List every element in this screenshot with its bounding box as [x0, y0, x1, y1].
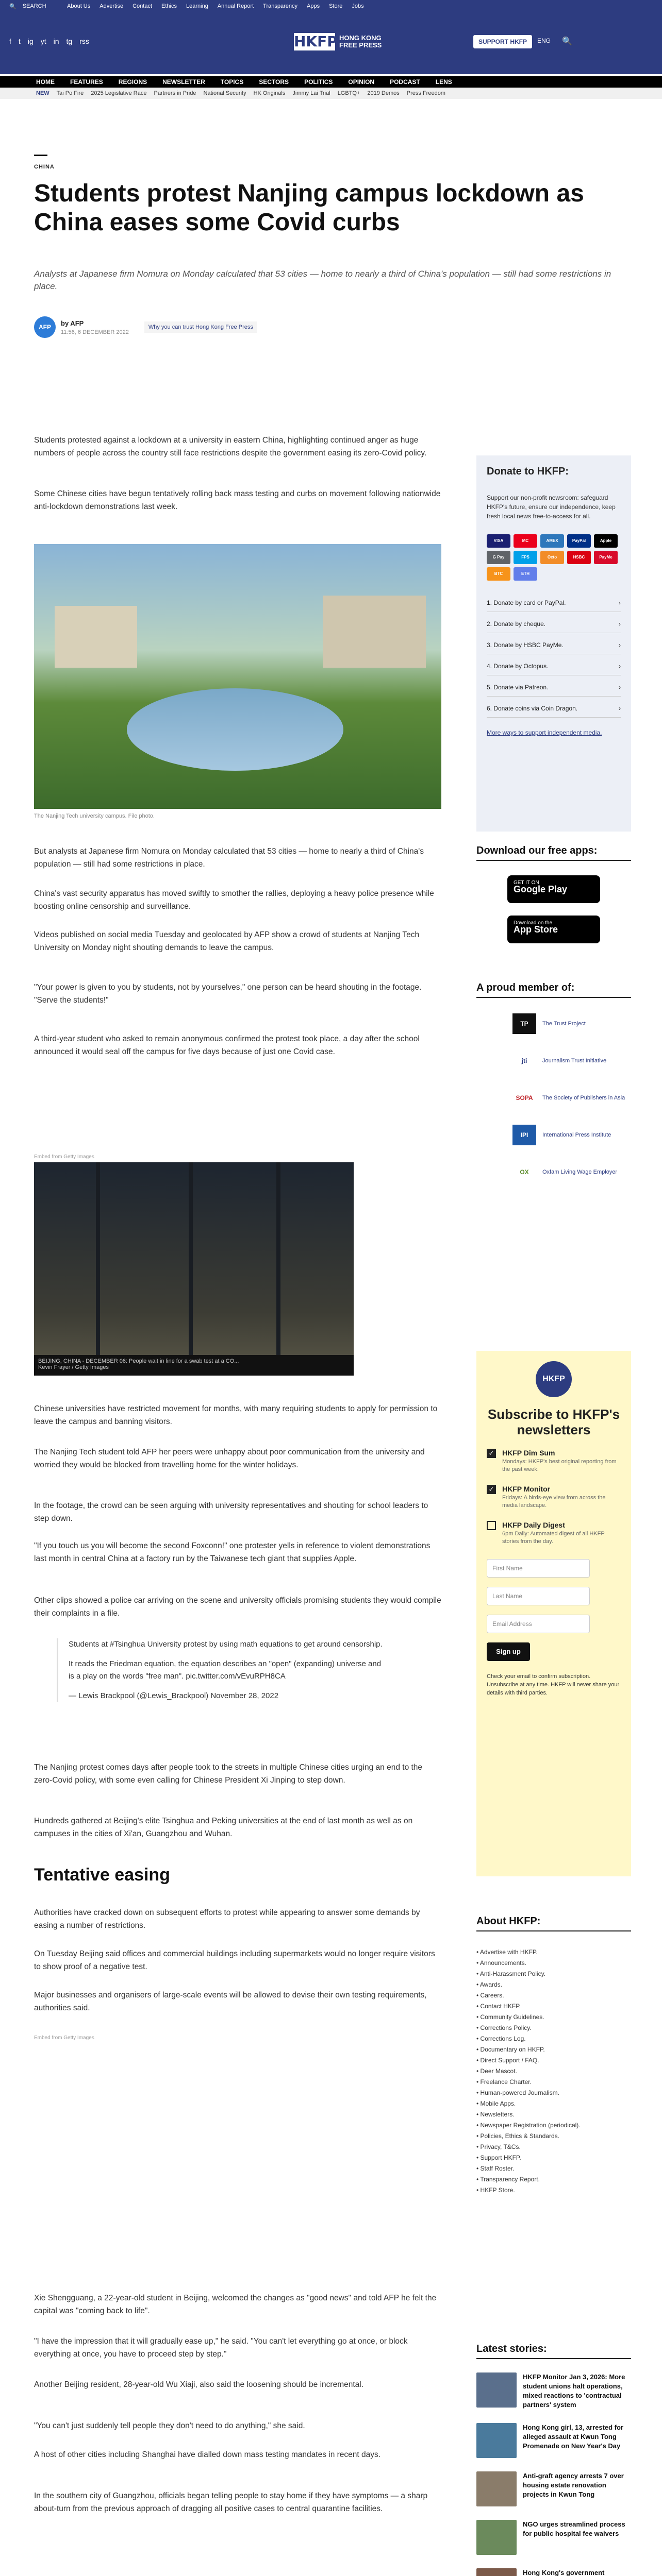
- about-link[interactable]: • Staff Roster.: [476, 2163, 631, 2174]
- sidebar-memberships: [476, 982, 631, 1199]
- donate-option-label: 3. Donate by HSBC PayMe.: [487, 641, 564, 649]
- paragraph: "You can't just suddenly tell people they don't need to do anything," she said.: [34, 2421, 305, 2430]
- about-link[interactable]: • Newsletters.: [476, 2109, 631, 2120]
- story-title[interactable]: NGO urges streamlined process for public hospital fee waivers: [523, 2520, 625, 2537]
- top-bar: [0, 0, 662, 12]
- topbar-link[interactable]: Learning: [186, 3, 208, 9]
- ethereum-logo: ETH: [514, 567, 537, 581]
- newsletter-name: HKFP Dim Sum: [502, 1449, 555, 1457]
- octopus-logo: Octo: [540, 551, 564, 564]
- member-name: Oxfam Living Wage Employer: [542, 1169, 618, 1175]
- topbar-link[interactable]: Apps: [307, 3, 320, 9]
- about-link[interactable]: • Documentary on HKFP.: [476, 2044, 631, 2055]
- about-link[interactable]: • Freelance Charter.: [476, 2077, 631, 2088]
- about-link[interactable]: • Privacy, T&Cs.: [476, 2142, 631, 2153]
- paragraph: "If you touch us you will become the second Foxconn!" one protester yells in reference to violent demonstrations last month in central China at a factory run by the Taiwanese tech giant that supplies Apple.: [34, 1541, 431, 1563]
- google-play-button[interactable]: [507, 875, 600, 903]
- donate-intro[interactable]: Support our non-profit newsroom: safeguard HKFP's future, ensure our independence, keep fresh local news free-to-access for all.: [487, 494, 616, 520]
- about-link[interactable]: • Direct Support / FAQ.: [476, 2055, 631, 2066]
- about-link[interactable]: • Contact HKFP.: [476, 2001, 631, 2012]
- tweet-text: Students at #Tsinghua University protest by using math equations to get around censorship.: [69, 1640, 383, 1649]
- donate-option[interactable]: [487, 654, 621, 675]
- subnav-item[interactable]: Press Freedom: [406, 90, 445, 96]
- topbar-link[interactable]: Jobs: [352, 3, 364, 9]
- byline: [34, 316, 257, 338]
- article-dek: Analysts at Japanese firm Nomura on Monday calculated that 53 cities — home to nearly a third of China's population — still had some restrictions in place.: [34, 269, 611, 291]
- telegram-icon[interactable]: tg: [66, 37, 73, 45]
- paragraph: A third-year student who asked to remain anonymous confirmed the protest took place, a day after the school announced it would seal off the campus for five days because of just one Covid case.: [34, 1035, 420, 1056]
- newsletter-option[interactable]: [487, 1449, 621, 1473]
- story-title[interactable]: Hong Kong girl, 13, arrested for alleged assault at Kwun Tong Promenade on New Year's Day: [523, 2424, 624, 2450]
- topbar-links: [67, 3, 364, 9]
- subnav-item[interactable]: National Security: [203, 90, 246, 96]
- visa-logo: VISA: [487, 534, 510, 548]
- jti-logo[interactable]: jti Journalism Trust Initiative: [521, 1057, 607, 1064]
- logo-mark: HKFP: [294, 33, 338, 50]
- paragraph: On Tuesday Beijing said offices and commercial buildings including supermarkets would no longer require visitors to show proof of a negative test.: [34, 1950, 435, 1971]
- about-title: About HKFP:: [476, 1916, 631, 1931]
- email-input[interactable]: Email Address: [487, 1615, 590, 1633]
- donate-option-label: 4. Donate by Octopus.: [487, 663, 549, 670]
- subnav-item[interactable]: LGBTQ+: [337, 90, 360, 96]
- paragraph: A host of other cities including Shanghai have dialled down mass testing mandates in recent days.: [34, 2450, 381, 2459]
- getty-caption-bar: [34, 1355, 354, 1376]
- paragraph: Videos published on social media Tuesday and geolocated by AFP show a crowd of students at Nanjing Tech University on Monday night shouting demands to leave the campus.: [34, 930, 420, 952]
- paragraph: "I have the impression that it will gradually ease up," he said. "You can't let everything go at once, or block everything at once, you have to proceed step by step.": [34, 2337, 408, 2359]
- topbar-link[interactable]: Store: [329, 3, 343, 9]
- social-links: [9, 37, 89, 45]
- about-link[interactable]: • Careers.: [476, 1990, 631, 2001]
- sidebar-donate: [476, 455, 631, 832]
- app-store-label: App Store: [514, 924, 558, 935]
- paragraph: But analysts at Japanese firm Nomura on Monday calculated that 53 cities — home to nearly a third of China's population — still had some restrictions in place.: [34, 847, 424, 869]
- site-logo[interactable]: [294, 33, 382, 50]
- logo-wordmark: [339, 35, 382, 49]
- app-store-small: Download on the: [514, 920, 553, 926]
- article-title: Students protest Nanjing campus lockdown as China eases some Covid curbs: [34, 180, 584, 236]
- newsletter-options: [487, 1449, 621, 1546]
- about-link[interactable]: • Policies, Ethics & Standards.: [476, 2131, 631, 2142]
- google-pay-logo: G Pay: [487, 551, 510, 564]
- story-title[interactable]: Anti-graft agency arrests 7 over housing estate renovation projects in Kwun Tong: [523, 2472, 624, 2498]
- topbar-search-label[interactable]: SEARCH: [22, 3, 46, 9]
- paragraph: Some Chinese cities have begun tentatively rolling back mass testing and curbs on movement following nationwide anti-lockdown demonstrations last week.: [34, 489, 441, 511]
- site-header: [0, 12, 662, 74]
- author-avatar[interactable]: AFP: [34, 316, 56, 338]
- building-shape: [55, 606, 137, 668]
- donate-title: Donate to HKFP:: [487, 466, 569, 477]
- about-link[interactable]: • Awards.: [476, 1979, 631, 1990]
- about-link[interactable]: • Deer Mascot.: [476, 2066, 631, 2077]
- instagram-icon[interactable]: ig: [27, 37, 34, 45]
- story-item[interactable]: [476, 2520, 631, 2555]
- facebook-icon[interactable]: f: [9, 37, 11, 45]
- oxfam-logo[interactable]: OX Oxfam Living Wage Employer: [520, 1168, 618, 1176]
- apps-title: Download our free apps:: [476, 845, 631, 861]
- more-ways-link[interactable]: More ways to support independent media.: [487, 729, 602, 736]
- trust-link[interactable]: Why you can trust Hong Kong Free Press: [144, 321, 257, 333]
- subnav-item[interactable]: Jimmy Lai Trial: [292, 90, 330, 96]
- search-icon[interactable]: 🔍: [9, 4, 16, 10]
- checkbox-checked[interactable]: ✓: [487, 1449, 496, 1458]
- paragraph: In the footage, the crowd can be seen arguing with university representatives and shouting for school leaders to step down.: [34, 1501, 428, 1523]
- nav-item-newsletter[interactable]: NEWSLETTER: [162, 78, 205, 86]
- story-thumbnail[interactable]: [476, 2372, 517, 2408]
- newsletter-name: HKFP Monitor: [502, 1485, 551, 1493]
- newsletter-name: HKFP Daily Digest: [502, 1521, 565, 1529]
- newsletter-option[interactable]: [487, 1521, 621, 1546]
- signup-form: [487, 1559, 621, 1661]
- tree-shape: [96, 1162, 100, 1376]
- nav-item-podcast[interactable]: PODCAST: [390, 78, 420, 86]
- subnav-item[interactable]: Tai Po Fire: [56, 90, 84, 96]
- paragraph: Major businesses and organisers of large-scale events will be allowed to devise their own testing requirements, authorities said.: [34, 1991, 427, 2012]
- main-nav: [0, 76, 662, 88]
- youtube-icon[interactable]: yt: [40, 37, 46, 45]
- subnav-item[interactable]: 2019 Demos: [367, 90, 400, 96]
- donate-option[interactable]: [487, 612, 621, 633]
- nav-item-politics[interactable]: POLITICS: [304, 78, 333, 86]
- about-link[interactable]: • Corrections Policy.: [476, 2023, 631, 2033]
- nav-item-topics[interactable]: TOPICS: [220, 78, 244, 86]
- paragraph: Another Beijing resident, 28-year-old Wu Xiaji, also said the loosening should be incremental.: [34, 2380, 364, 2389]
- app-store-button[interactable]: [507, 916, 600, 943]
- river-shape: [127, 688, 343, 771]
- subnav-item[interactable]: 2025 Legislative Race: [91, 90, 147, 96]
- topbar-link[interactable]: About Us: [67, 3, 91, 9]
- logo-line: HONG KONG: [339, 34, 382, 42]
- paypal-logo: PayPal: [567, 534, 591, 548]
- bitcoin-logo: BTC: [487, 567, 510, 581]
- google-play-label: Google Play: [514, 884, 568, 894]
- rss-icon[interactable]: rss: [79, 37, 89, 45]
- campus-photo: [34, 544, 441, 809]
- author-name[interactable]: by AFP: [61, 319, 84, 327]
- donate-option[interactable]: [487, 675, 621, 697]
- twitter-icon[interactable]: t: [18, 37, 21, 45]
- category-bar: [34, 155, 47, 156]
- nav-item-opinion[interactable]: OPINION: [348, 78, 375, 86]
- fps-logo: FPS: [514, 551, 537, 564]
- ipi-logo[interactable]: IPI International Press Institute: [512, 1125, 631, 1145]
- newsletter-desc: 6pm Daily: Automated digest of all HKFP stories from the day.: [502, 1531, 605, 1545]
- story-thumbnail[interactable]: [476, 2471, 517, 2506]
- nav-item-features[interactable]: FEATURES: [70, 78, 103, 86]
- chevron-right-icon: ›: [619, 705, 621, 712]
- donate-option-label: 2. Donate by cheque.: [487, 620, 546, 628]
- about-link[interactable]: • Human-powered Journalism.: [476, 2088, 631, 2098]
- chevron-right-icon: ›: [619, 684, 621, 691]
- newsletter-desc: Mondays: HKFP's best original reporting from the past week.: [502, 1459, 617, 1472]
- payme-logo: PayMe: [594, 551, 618, 564]
- donate-option-label: 6. Donate coins via Coin Dragon.: [487, 705, 578, 712]
- paragraph: China's vast security apparatus has moved swiftly to smother the rallies, deploying a heavy police presence while boosting online censorship and surveillance.: [34, 889, 434, 911]
- paragraph: In the southern city of Guangzhou, officials began telling people to stay home if they have symptoms — a sharp about-turn from the previous approach of dragging all positive cases to central quarantine facilities.: [34, 2492, 428, 2513]
- donate-option-label: 5. Donate via Patreon.: [487, 684, 549, 691]
- first-name-input[interactable]: First Name: [487, 1559, 590, 1578]
- member-name: Journalism Trust Initiative: [542, 1058, 607, 1064]
- sidebar-latest-stories: [476, 2343, 631, 2576]
- sopa-logo[interactable]: SOPA The Society of Publishers in Asia: [516, 1094, 625, 1101]
- header-search-icon[interactable]: 🔍: [562, 37, 572, 46]
- about-link[interactable]: • Announcements.: [476, 1958, 631, 1969]
- apple-pay-logo: Apple: [594, 534, 618, 548]
- about-link[interactable]: • Anti-Harassment Policy.: [476, 1969, 631, 1979]
- article-category[interactable]: CHINA: [34, 164, 55, 170]
- story-item[interactable]: [476, 2568, 631, 2576]
- donate-option-label: 1. Donate by card or PayPal.: [487, 599, 566, 606]
- sub-nav: [0, 88, 662, 99]
- tweet-attribution[interactable]: — Lewis Brackpool (@Lewis_Brackpool) November 28, 2022: [69, 1691, 279, 1700]
- about-link[interactable]: • Corrections Log.: [476, 2033, 631, 2044]
- topbar-link[interactable]: Contact: [133, 3, 153, 9]
- story-thumbnail[interactable]: [476, 2568, 517, 2576]
- nav-item-home[interactable]: HOME: [36, 78, 55, 86]
- chevron-right-icon: ›: [619, 663, 621, 670]
- paragraph: Students protested against a lockdown at a university in eastern China, highlighting continued anger as huge numbers of people across the country still face restrictions despite the government easing its zero-Covid policy.: [34, 436, 427, 457]
- chevron-right-icon: ›: [619, 641, 621, 649]
- newsletter-option[interactable]: [487, 1485, 621, 1510]
- newsletter-note: Check your email to confirm subscription. Unsubscribe at any time. HKFP will never share your details with third parties.: [487, 1673, 620, 1696]
- member-name: The Trust Project: [542, 1021, 586, 1027]
- paragraph: Other clips showed a police car arriving on the scene and university officials promising students they would compile their complaints in a file.: [34, 1596, 441, 1618]
- about-link[interactable]: • Mobile Apps.: [476, 2098, 631, 2109]
- newsletter-signup: [476, 1351, 631, 1876]
- paragraph: The Nanjing Tech student told AFP her peers were unhappy about poor communication from the university and worried they would be blocked from travelling home for the winter holidays.: [34, 1448, 425, 1469]
- paragraph: The Nanjing protest comes days after people took to the streets in multiple Chinese cities urging an end to the zero-Covid policy, with some even calling for Chinese President Xi Jinping to step down.: [34, 1763, 423, 1785]
- photo-caption: The Nanjing Tech university campus. File photo.: [34, 813, 155, 819]
- story-item[interactable]: [476, 2372, 631, 2410]
- topbar-link[interactable]: Annual Report: [217, 3, 254, 9]
- member-of-title: A proud member of:: [476, 982, 631, 998]
- donate-option[interactable]: [487, 633, 621, 654]
- newsletter-desc: Fridays: A birds-eye view from across the media landscape.: [502, 1495, 606, 1509]
- getty-caption: BEIJING, CHINA - DECEMBER 06: People wait in line for a swab test at a CO...: [38, 1358, 239, 1364]
- nav-item-regions[interactable]: REGIONS: [118, 78, 147, 86]
- chevron-right-icon: ›: [619, 599, 621, 606]
- about-link[interactable]: • Newspaper Registration (periodical).: [476, 2120, 631, 2131]
- paragraph: Chinese universities have restricted movement for months, with many requiring students to apply for permission to leave the campus and banning visitors.: [34, 1404, 438, 1426]
- about-link[interactable]: • Support HKFP.: [476, 2153, 631, 2163]
- stories-title: Latest stories:: [476, 2343, 631, 2359]
- chevron-right-icon: ›: [619, 620, 621, 628]
- embed-label: Embed from Getty Images: [34, 2035, 94, 2041]
- payment-logos: [487, 534, 621, 581]
- checkbox-checked[interactable]: ✓: [487, 1485, 496, 1494]
- paragraph: Authorities have cracked down on subsequent efforts to protest while appearing to answer some demands by easing a number of restrictions.: [34, 1908, 420, 1930]
- story-item[interactable]: [476, 2423, 631, 2458]
- checkbox-unchecked[interactable]: [487, 1521, 496, 1530]
- trust-project-logo[interactable]: TP The Trust Project: [512, 1013, 631, 1034]
- nav-item-lens[interactable]: LENS: [435, 78, 452, 86]
- newsletter-logo: HKFP: [536, 1361, 572, 1397]
- story-title[interactable]: HKFP Monitor Jan 3, 2026: More student unions halt operations, mixed reactions to 'contractual partners' system: [523, 2373, 625, 2409]
- linkedin-icon[interactable]: in: [53, 37, 59, 45]
- google-play-small: GET IT ON: [514, 880, 539, 886]
- story-thumbnail[interactable]: [476, 2520, 517, 2555]
- support-hkfp-button[interactable]: SUPPORT HKFP: [473, 35, 532, 48]
- story-thumbnail[interactable]: [476, 2423, 517, 2458]
- amex-logo: AMEX: [540, 534, 564, 548]
- member-name: The Society of Publishers in Asia: [542, 1095, 625, 1101]
- about-link[interactable]: • HKFP Store.: [476, 2185, 631, 2196]
- language-switch[interactable]: ENG: [537, 37, 551, 44]
- tree-shape: [189, 1162, 193, 1376]
- building-shape: [323, 596, 426, 668]
- paragraph: "Your power is given to you by students, not by yourselves," one person can be heard shouting in the footage. "Serve the students!": [34, 983, 422, 1005]
- sidebar-apps: [476, 845, 631, 943]
- embed-label: Embed from Getty Images: [34, 1154, 94, 1160]
- paragraph: Hundreds gathered at Beijing's elite Tsinghua and Peking universities at the end of last month as well as on campuses in the cities of Xi'an, Guangzhou and Wuhan.: [34, 1817, 413, 1838]
- signup-button[interactable]: Sign up: [487, 1642, 530, 1661]
- member-name: International Press Institute: [542, 1132, 611, 1138]
- membership-logos: [476, 1013, 631, 1182]
- story-item[interactable]: [476, 2471, 631, 2506]
- tweet-text: It reads the Friedman equation, the equation describes an "open" (expanding) universe and is a play on the words "free man". pic.twitter.com/vEvuRPH8CA: [69, 1659, 382, 1681]
- topbar-link[interactable]: Ethics: [161, 3, 177, 9]
- nav-item-sectors[interactable]: SECTORS: [259, 78, 289, 86]
- getty-embed-photo[interactable]: [34, 1162, 354, 1376]
- about-link[interactable]: • Advertise with HKFP.: [476, 1947, 631, 1958]
- section-heading: Tentative easing: [34, 1865, 170, 1885]
- about-link[interactable]: • Transparency Report.: [476, 2174, 631, 2185]
- topbar-link[interactable]: Transparency: [263, 3, 297, 9]
- embedded-tweet: [57, 1638, 387, 1702]
- newsletter-title: Subscribe to HKFP's newsletters: [487, 1406, 620, 1437]
- story-title[interactable]: Hong Kong's government: [523, 2569, 605, 2576]
- publish-date: 11:56, 6 DECEMBER 2022: [61, 329, 129, 335]
- mastercard-logo: MC: [514, 534, 537, 548]
- donate-option[interactable]: [487, 591, 621, 612]
- hsbc-logo: HSBC: [567, 551, 591, 564]
- sidebar-about: [476, 1916, 631, 2196]
- new-label: NEW: [36, 90, 49, 96]
- donate-option[interactable]: [487, 697, 621, 718]
- about-links: [476, 1947, 631, 2196]
- last-name-input[interactable]: Last Name: [487, 1587, 590, 1605]
- topbar-link[interactable]: Advertise: [100, 3, 124, 9]
- tree-shape: [276, 1162, 280, 1376]
- subnav-item[interactable]: Partners in Pride: [154, 90, 196, 96]
- paragraph: Xie Shengguang, a 22-year-old student in Beijing, welcomed the changes as "good news" and told AFP he felt the capital was "coming back to life".: [34, 2294, 437, 2315]
- about-link[interactable]: • Community Guidelines.: [476, 2012, 631, 2023]
- donate-options: [487, 591, 621, 718]
- getty-credit: Kevin Frayer / Getty Images: [38, 1364, 109, 1370]
- logo-line: FREE PRESS: [339, 41, 382, 49]
- subnav-item[interactable]: HK Originals: [253, 90, 286, 96]
